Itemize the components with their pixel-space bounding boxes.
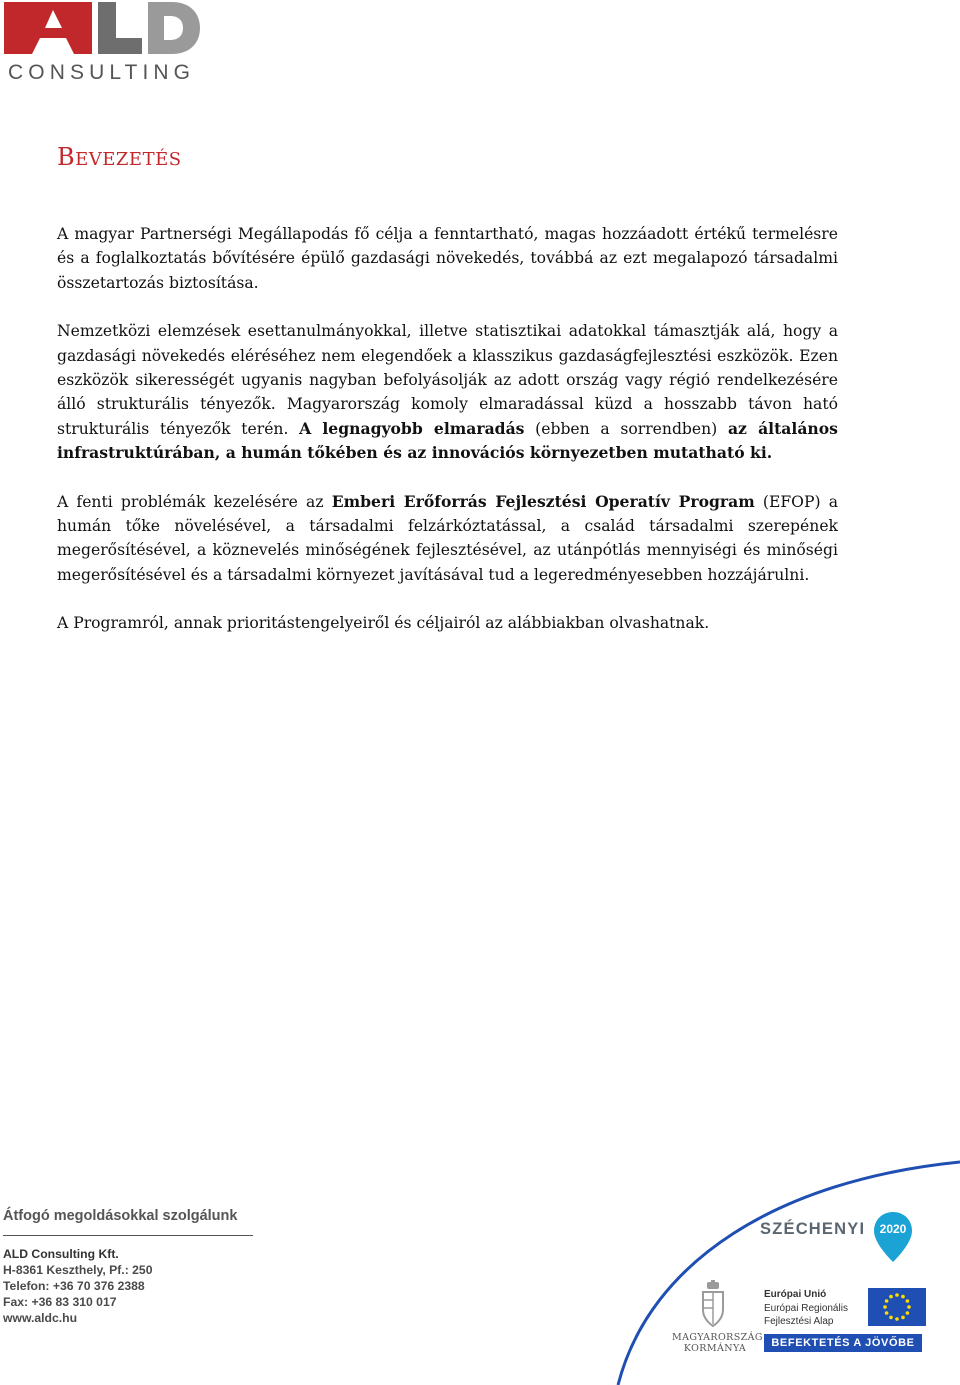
location-pin-icon (872, 1210, 914, 1264)
ald-logo-icon (4, 2, 200, 54)
company-logo (4, 2, 204, 82)
eu-flag-icon (868, 1288, 926, 1326)
paragraph-4: A Programról, annak prioritástengelyeiről és céljairól az alábbiakban olvashatnak. (57, 614, 710, 633)
page-heading (57, 144, 182, 173)
gov-line-2: KORMÁNYA (683, 1343, 747, 1354)
company-address: H-8361 Keszthely, Pf.: 250 (3, 1263, 153, 1277)
eu-line-3: Fejlesztési Alap (764, 1316, 834, 1327)
government-label (672, 1332, 763, 1354)
p2-bold-1: A legnagyobb elmaradás (299, 418, 525, 438)
p3-text-1: A fenti problémák kezelésére az (57, 492, 324, 511)
paragraph-1: A magyar Partnerségi Megállapodás fő célja a fenntartható, magas hozzáadott értékű termelésre és a foglalkoztatás bővítésére épülő gazdasági növekedés, továbbá az ezt megalapozó társadalmi összetartozás biztosítása. (57, 225, 838, 292)
footer-contact-block (3, 1205, 255, 1326)
logo-subtitle: CONSULTING (8, 61, 196, 84)
paragraph-3 (57, 490, 838, 588)
company-website: www.aldc.hu (3, 1311, 78, 1325)
company-name: ALD Consulting Kft. (3, 1247, 119, 1261)
contact-info (3, 1246, 255, 1326)
hungarian-coat-of-arms-icon (698, 1280, 728, 1330)
document-body (57, 222, 838, 660)
eu-title: Európai Unió (764, 1289, 827, 1300)
p3-text-2: (EFOP) a humán tőke növelésével, a társadalmi felzárkóztatással, a család társadalmi szerepének megerősítésével, a köznevelés minőségének fejlesztésével, az utánpótlás mennyiségi és minőségi megerősítésével és a társadalmi környezet javításával tud a legeredményesebben hozzájárulni. (57, 492, 839, 584)
company-phone: Telefon: +36 70 376 2388 (3, 1279, 145, 1293)
footer-divider (3, 1235, 253, 1236)
p2-parenthetical: (ebben a sorrendben) (535, 419, 718, 438)
eu-fund-block (764, 1288, 924, 1328)
gov-line-1: MAGYARORSZÁG (672, 1332, 763, 1343)
footer-slogan: Átfogó megoldásokkal szolgálunk (3, 1208, 238, 1224)
heading-initial: B (57, 143, 76, 171)
eu-line-2: Európai Regionális (764, 1302, 848, 1314)
szechenyi-label: SZÉCHENYI (760, 1220, 866, 1238)
szechenyi-year: 2020 (879, 1222, 907, 1236)
heading-rest: EVEZETÉS (75, 149, 182, 170)
company-fax: Fax: +36 83 310 017 (3, 1295, 117, 1309)
eu-fund-text (764, 1288, 848, 1329)
p2-bold-2: az általános infrastruktúrában, a humán tőkében és az innovációs környezetben mutatható ki. (57, 418, 838, 463)
p3-program-name: Emberi Erőforrás Fejlesztési Operatív Program (331, 491, 755, 511)
paragraph-2 (57, 319, 838, 465)
invest-future-banner: BEFEKTETÉS A JÖVŐBE (764, 1334, 922, 1352)
p2-text: Nemzetközi elemzések esettanulmányokkal, illetve statisztikai adatokkal támasztják alá, hogy a gazdasági növekedés eléréséhez nem elegendőek a klasszikus gazdaságfejlesztési eszközök. Ezen eszközök sikerességét ugyanis nagyban befolyásolják az adott ország vagy régió rendelkezésére álló strukturális tényezők. Magyarország komoly elmaradással küzd a hosszabb távon ható strukturális tényezők terén. (57, 322, 838, 438)
